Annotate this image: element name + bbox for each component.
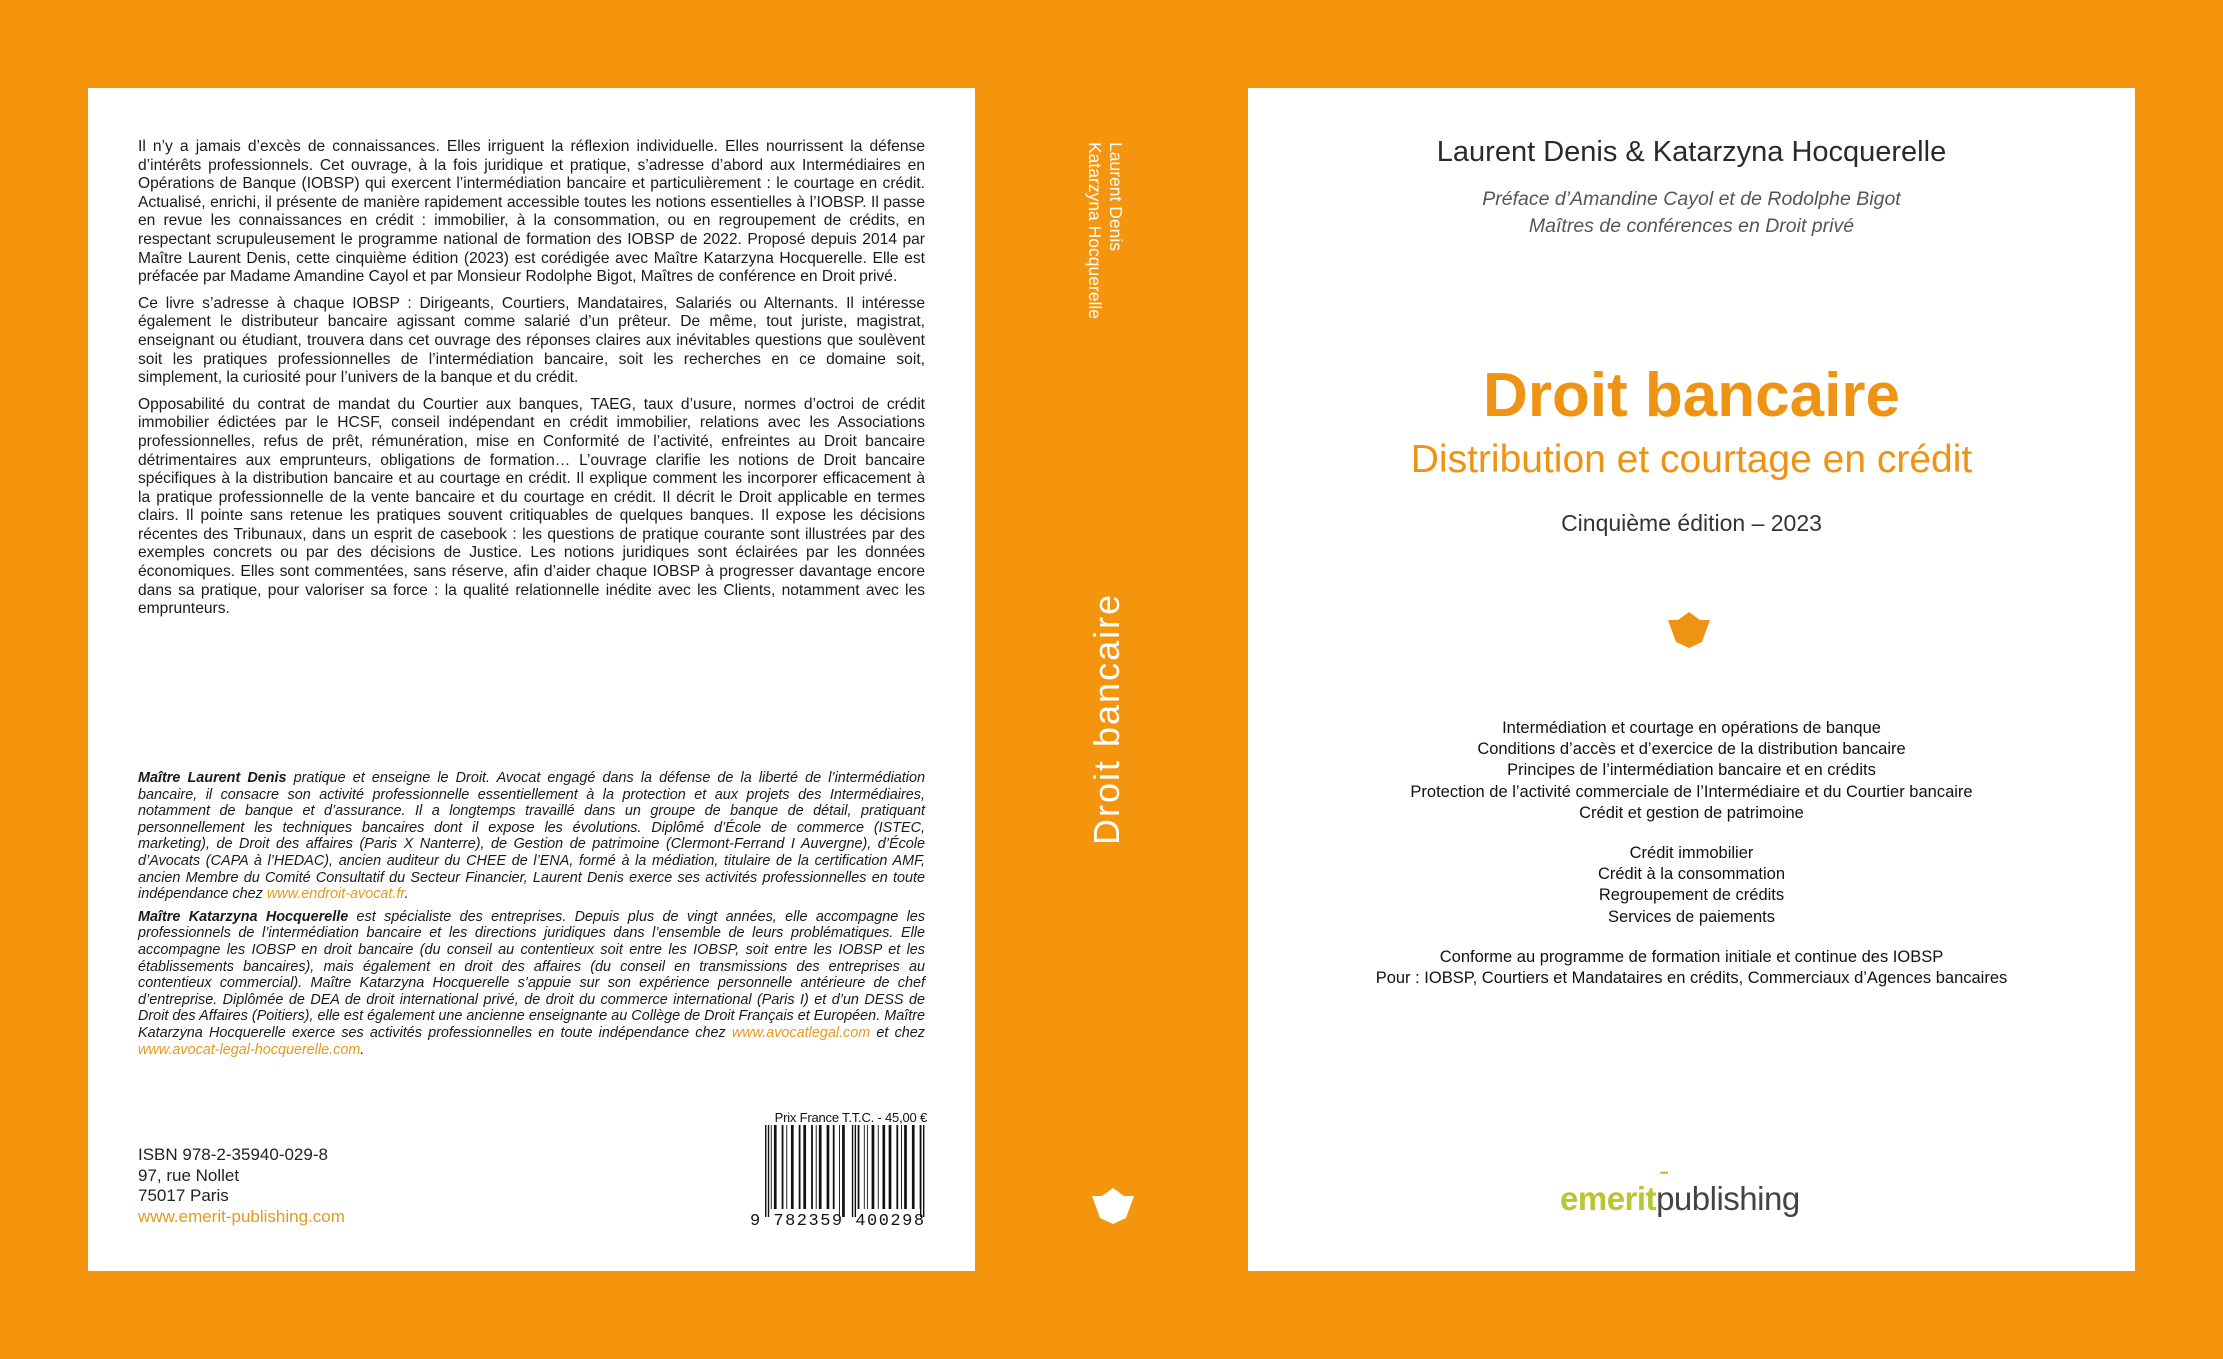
barcode-bar: [882, 1125, 885, 1209]
barcode-number: 9 782359 400298: [750, 1212, 926, 1231]
bio2-mid: et chez: [870, 1024, 925, 1041]
barcode-bar: [765, 1125, 766, 1217]
spine-authors: [1080, 142, 1126, 442]
barcode-bar: [864, 1125, 865, 1209]
edition: Cinquième édition – 2023: [1561, 510, 1822, 536]
barcode: [763, 1125, 927, 1217]
publisher-logo: [1560, 1168, 1800, 1218]
emerit-logo-icon: [1668, 608, 1710, 650]
front-authors: Laurent Denis & Katarzyna Hocquerelle: [1436, 136, 1947, 168]
barcode-bar: [912, 1125, 915, 1209]
barcode-bar: [771, 1125, 772, 1209]
bio-laurent-denis: [138, 770, 925, 903]
topic-item: Conforme au programme de formation initiale et continue des IOBSP: [1439, 947, 1944, 966]
barcode-bar: [774, 1125, 777, 1209]
blurb-paragraph-2: Ce livre s’adresse à chaque IOBSP : Dirigeants, Courtiers, Mandataires, Salariés ou Alternants. Il intéresse également le distributeur bancaire agissant comme salarié d’un prêteur. De même, tout juriste, magistrat, enseignant ou étudiant, trouvera dans cet ouvrage des réponses claires aux inévitables questions que soulèvent soit les pratiques professionnelles de l’intermédiation bancaire, soit les recherches en ce domaine soit, simplement, la curiosité pour l’univers de la banque et du crédit.: [138, 294, 925, 387]
publisher-logo-emerit: emerit: [1560, 1180, 1657, 1217]
barcode-bar: [889, 1125, 892, 1209]
emerit-logo-icon: [1092, 1184, 1134, 1226]
barcode-bar: [867, 1125, 868, 1209]
topic-item: Pour : IOBSP, Courtiers et Mandataires en crédits, Commerciaux d’Agences bancaires: [1375, 969, 2008, 988]
barcode-bar: [872, 1125, 875, 1209]
publisher-website[interactable]: www.emerit-publishing.com: [138, 1206, 345, 1226]
front-cover: [1248, 88, 2135, 1271]
preface-line-2: Maîtres de conférences en Droit privé: [1528, 215, 1855, 237]
barcode-bar: [791, 1125, 794, 1209]
barcode-bar: [839, 1125, 840, 1217]
topics-group-3: [1248, 947, 2135, 989]
barcode-bar: [920, 1125, 921, 1217]
bio2-text: est spécialiste des entreprises. Depuis plus de vingt années, elle accompagne les professionnels de l’intermédiation bancaire et les directions juridiques dans l’ensemble de leurs problématiques. Elle accompagne les IOBSP en droit bancaire (du conseil au contentieux soit entre les IOBSP, soit entre les IOBSP et les établissements bancaires), mais également en droit des affaires (du conseil en transmissions des entreprises au contentieux commercial). Maître Katarzyna Hocquerelle s’appuie sur son expérience personnelle antérieure de chef d’entreprise. Diplômée de DEA de droit international privé, de droit du commerce international (Paris I) et d’un DESS de Droit des Affaires (Poitiers), elle est également une ancienne enseignante au Collège de Droit Français et Européen. Maître Katarzyna Hocquerelle exerce ses activités professionnelles en toute indépendance chez: [138, 908, 925, 1041]
topic-item: Crédit à la consommation: [1597, 865, 1786, 884]
book-title: Droit bancaire: [1483, 361, 1900, 430]
topic-item: Crédit immobilier: [1629, 844, 1754, 863]
topic-item: Principes de l’intermédiation bancaire et en crédits: [1507, 761, 1876, 780]
barcode-bar: [923, 1125, 924, 1217]
topics-group-2: [1248, 843, 2135, 928]
barcode-bar: [811, 1125, 813, 1209]
barcode-bar: [904, 1125, 907, 1209]
barcode-bar: [816, 1125, 817, 1209]
bio2-link2[interactable]: www.avocat-legal-hocquerelle.com: [138, 1041, 361, 1058]
barcode-bar: [819, 1125, 822, 1209]
barcode-bar: [782, 1125, 784, 1209]
author-bios: [138, 770, 925, 1064]
preface-line-1: Préface d’Amandine Cayol et de Rodolphe Bigot: [1482, 188, 1901, 210]
barcode-bar: [827, 1125, 830, 1209]
barcode-bar: [799, 1125, 801, 1209]
isbn: ISBN 978-2-35940-029-8: [138, 1145, 328, 1164]
barcode-bar: [901, 1125, 902, 1209]
logo-dots-icon: •••: [1660, 1168, 1668, 1178]
bio2-end: .: [360, 1041, 365, 1058]
bio1-link[interactable]: www.endroit-avocat.fr: [266, 886, 405, 903]
bio2-name: Maître Katarzyna Hocquerelle: [138, 908, 349, 925]
blurb-paragraph-3: Opposabilité du contrat de mandat du Courtier aux banques, TAEG, taux d’usure, normes d’octroi de crédit immobilier édictées par le HCSF, conseil indépendant en crédit immobilier, relations avec les Associations professionnelles, refus de prêt, rémunération, mise en Conformité de l’activité, enfreintes au Droit bancaire détrimentaires aux emprunteurs, obligations de formation… L’ouvrage clarifie les notions de Droit bancaire spécifiques à la distribution bancaire et au courtage en crédit. Il explique comment les incorporer efficacement à la pratique professionnelle de la vente bancaire et du courtage en crédit. Il décrit le Droit applicable en termes clairs. Il pointe sans retenue les pratiques souvent critiquables de quelques banques. Il expose les décisions récentes des Tribunaux, dans un esprit de casebook : les questions de pratique courante sont illustrées par des exemples concrets ou par des décisions de Justice. Les notions juridiques sont éclairées par les données économiques. Elles sont commentées, sans réserve, afin d’aider chaque IOBSP à progresser davantage encore dans sa pratique, pour valoriser sa force : la qualité relationnelle inédite avec les Clients, notamment avec les emprunteurs.: [138, 395, 925, 618]
back-cover: [88, 88, 975, 1271]
address-line-1: 97, rue Nollet: [138, 1165, 240, 1185]
spine-author-2: Katarzyna Hocquerelle: [1085, 142, 1105, 320]
barcode-bar: [878, 1125, 879, 1209]
barcode-bar: [786, 1125, 787, 1209]
bio1-text: pratique et enseigne le Droit. Avocat engagé dans la défense de la liberté de l’intermédiation bancaire, il consacre son activité professionnelle essentiellement à la protection et aux projets des Intermédiaires, notamment de banque et d’assurance. Il a longtemps travaillé dans un groupe de banque de détail, pratiquant personnellement les techniques bancaires dont il expose les évolutions. Diplômé d’École de commerce (ISTEC, marketing), de Droit des affaires (Paris X Nanterre), de Gestion de patrimoine (Clermont-Ferrand I Auvergne), d’École d’Avocats (CAPA à l’HEDAC), ancien auditeur du CHEE de l’ENA, formé à la médiation, titulaire de la certification AMF, ancien Membre du Comité Consultatif du Secteur Financier, Laurent Denis exerce ses activités professionnelles en toute indépendance chez: [138, 770, 925, 903]
publisher-info: [138, 1145, 345, 1227]
barcode-bar: [852, 1125, 853, 1217]
bio2-link1[interactable]: www.avocatlegal.com: [731, 1024, 871, 1041]
bio1-end: .: [404, 886, 409, 903]
barcode-bar: [896, 1125, 898, 1209]
topics-group-1: [1248, 718, 2135, 824]
bio1-name: Maître Laurent Denis: [138, 770, 287, 786]
book-subtitle: Distribution et courtage en crédit: [1410, 438, 1973, 481]
back-blurb: [138, 138, 925, 627]
topic-item: Crédit et gestion de patrimoine: [1579, 803, 1804, 822]
spine-title: [1085, 555, 1135, 845]
barcode-bar: [858, 1125, 860, 1209]
price-label: Prix France T.T.C. - 45,00 €: [774, 1110, 927, 1125]
barcode-bar: [842, 1125, 845, 1217]
preface: [1248, 186, 2135, 240]
topic-item: Intermédiation et courtage en opérations de banque: [1502, 719, 1881, 737]
spine-author-1: Laurent Denis: [1106, 142, 1126, 251]
barcode-bar: [803, 1125, 806, 1209]
topic-item: Regroupement de crédits: [1598, 886, 1785, 905]
topic-item: Conditions d’accès et d’exercice de la distribution bancaire: [1477, 740, 1906, 759]
topics: [1248, 718, 2135, 1008]
topic-item: Services de paiements: [1608, 907, 1775, 926]
spine-title-text: Droit bancaire: [1086, 592, 1127, 845]
barcode-bar: [833, 1125, 835, 1209]
blurb-paragraph-1: Il n’y a jamais d’excès de connaissances. Elles irriguent la réflexion individuelle. Elles nourrissent la défense d’intérêts professionnels. Cet ouvrage, à la fois juridique et pratique, s’adresse d’abord aux Intermédiaires en Opérations de Banque (IOBSP) qui exercent l’intermédiation bancaire et particulièrement : le courtage en crédit. Actualisé, enrichi, il présente de manière rapidement accessible toutes les notions essentielles à l’IOBSP. Il passe en revue les connaissances en crédit : immobilier, à la consommation, ou en regroupement de crédits, en respectant scrupuleusement le programme national de formation des IOBSP de 2022. Proposé depuis 2014 par Maître Laurent Denis, cette cinquième édition (2023) est corédigée avec Maître Katarzyna Hocquerelle. Elle est préfacée par Madame Amandine Cayol et par Monsieur Rodolphe Bigot, Maîtres de conférence en Droit privé.: [138, 138, 925, 286]
address-line-2: 75017 Paris: [138, 1186, 229, 1205]
bio-katarzyna-hocquerelle: [138, 909, 925, 1058]
barcode-bar: [855, 1125, 856, 1217]
topic-item: Protection de l’activité commerciale de l’Intermédiaire et du Courtier bancaire: [1410, 782, 1973, 801]
publisher-logo-publishing: publishing: [1656, 1180, 1800, 1217]
barcode-bar: [768, 1125, 769, 1217]
